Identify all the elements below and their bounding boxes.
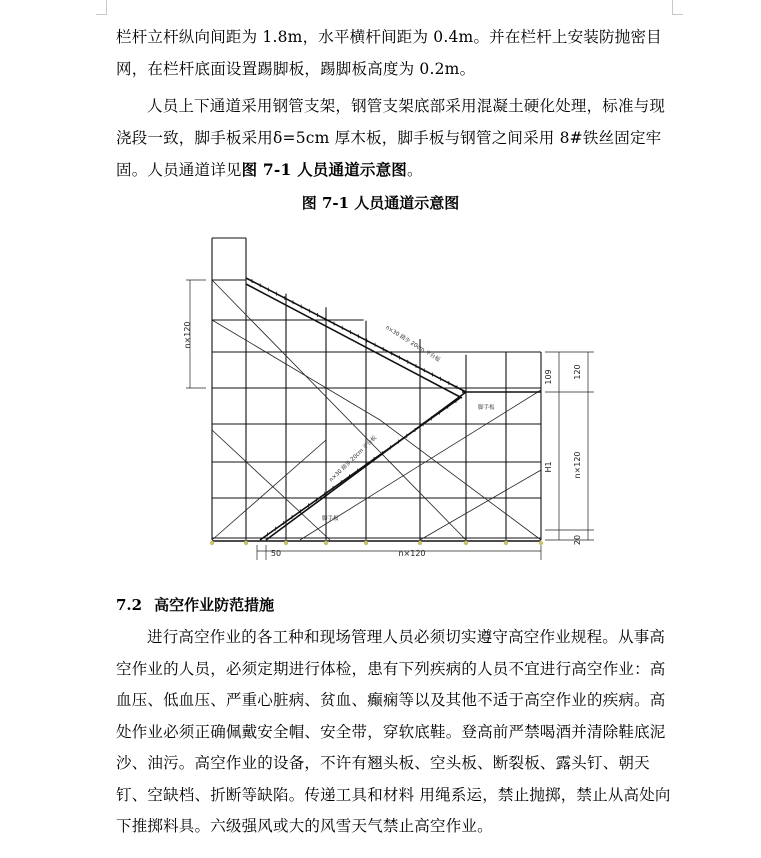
paragraph-high-altitude: 进行高空作业的各工种和现场管理人员必须切实遵守高空作业规程。从事高空作业的人员，必须定期进行体检，患有下列疾病的人员不宜进行高空作业：高血压、低血压、严重心脏病、贫血、癫痫等以及其他不适于高空作业的疾病。高处作业必须正确佩戴安全帽、安全带，穿软底鞋。登高前严禁喝酒并清除鞋底泥沙、油污。高空作业的设备，不许有翘头板、空头板、断裂板、露头钉、朝天钉、空缺档、折断等缺陷。传递工具和材料 用绳系运，禁止抛掷，禁止从高处向下推掷料具。六级强风或大的风雪天气禁止高空作业。	[116, 628, 671, 835]
cross-brace	[212, 440, 326, 540]
dim-bottom-right: 20	[573, 534, 582, 546]
dim-h1: H1	[544, 461, 553, 473]
section-heading	[116, 593, 274, 617]
scaffold-dimensions	[186, 280, 594, 560]
section-title: 高空作业防范措施	[154, 596, 275, 614]
paragraph-access-way-text: 人员上下通道采用钢管支架，钢管支架底部采用混凝土硬化处理，标准与现浇段一致，脚手板采用δ=5cm 厚木板，脚手板与钢管之间采用 8#铁丝固定牢固。人员通道详见	[116, 97, 666, 179]
stair-label-lower: n×30 踏步 20cm 平台板	[328, 435, 379, 484]
scaffold-stairs	[246, 278, 541, 540]
stair-flight-lower-bottom	[260, 398, 460, 540]
base-dot	[364, 541, 368, 545]
dim-bottom-left: 50	[270, 549, 282, 558]
stair-label-upper: n×30 踏步 20cm 平台板	[384, 324, 441, 364]
cross-brace	[420, 470, 541, 540]
scaffold-frame	[212, 238, 541, 541]
base-dot	[324, 541, 328, 545]
dim-bottom-width: n×120	[398, 549, 426, 558]
section-number: 7.2	[116, 596, 143, 614]
paragraph-railing: 栏杆立杆纵向间距为 1.8m，水平横杆间距为 0.4m。并在栏杆上安装防抛密目网，在栏杆底面设置踢脚板，踢脚板高度为 0.2m。	[116, 28, 662, 78]
cross-brace	[212, 280, 466, 540]
landing-label: 脚手板	[478, 405, 495, 411]
base-dot	[284, 541, 288, 545]
base-dot	[210, 541, 214, 545]
figure-title: 图 7-1 人员通道示意图	[301, 194, 460, 212]
dim-left-height: n×120	[183, 321, 192, 349]
base-dot	[244, 541, 248, 545]
figure-reference: 图 7-1 人员通道示意图	[241, 160, 408, 179]
paragraph-access-way-end: 。	[407, 161, 423, 179]
dim-lower-right: n×120	[573, 451, 582, 479]
stair-flight-upper-top	[246, 278, 466, 392]
dim-upper-right-109: 109	[544, 369, 553, 385]
base-dot	[504, 541, 508, 545]
stair-flight-upper-bottom	[246, 284, 462, 398]
base-label: 脚手板	[322, 516, 339, 522]
cross-brace	[212, 430, 330, 540]
base-dot	[418, 541, 422, 545]
base-dot	[464, 541, 468, 545]
base-dot	[539, 541, 543, 545]
dim-upper-right-120: 120	[573, 364, 582, 380]
